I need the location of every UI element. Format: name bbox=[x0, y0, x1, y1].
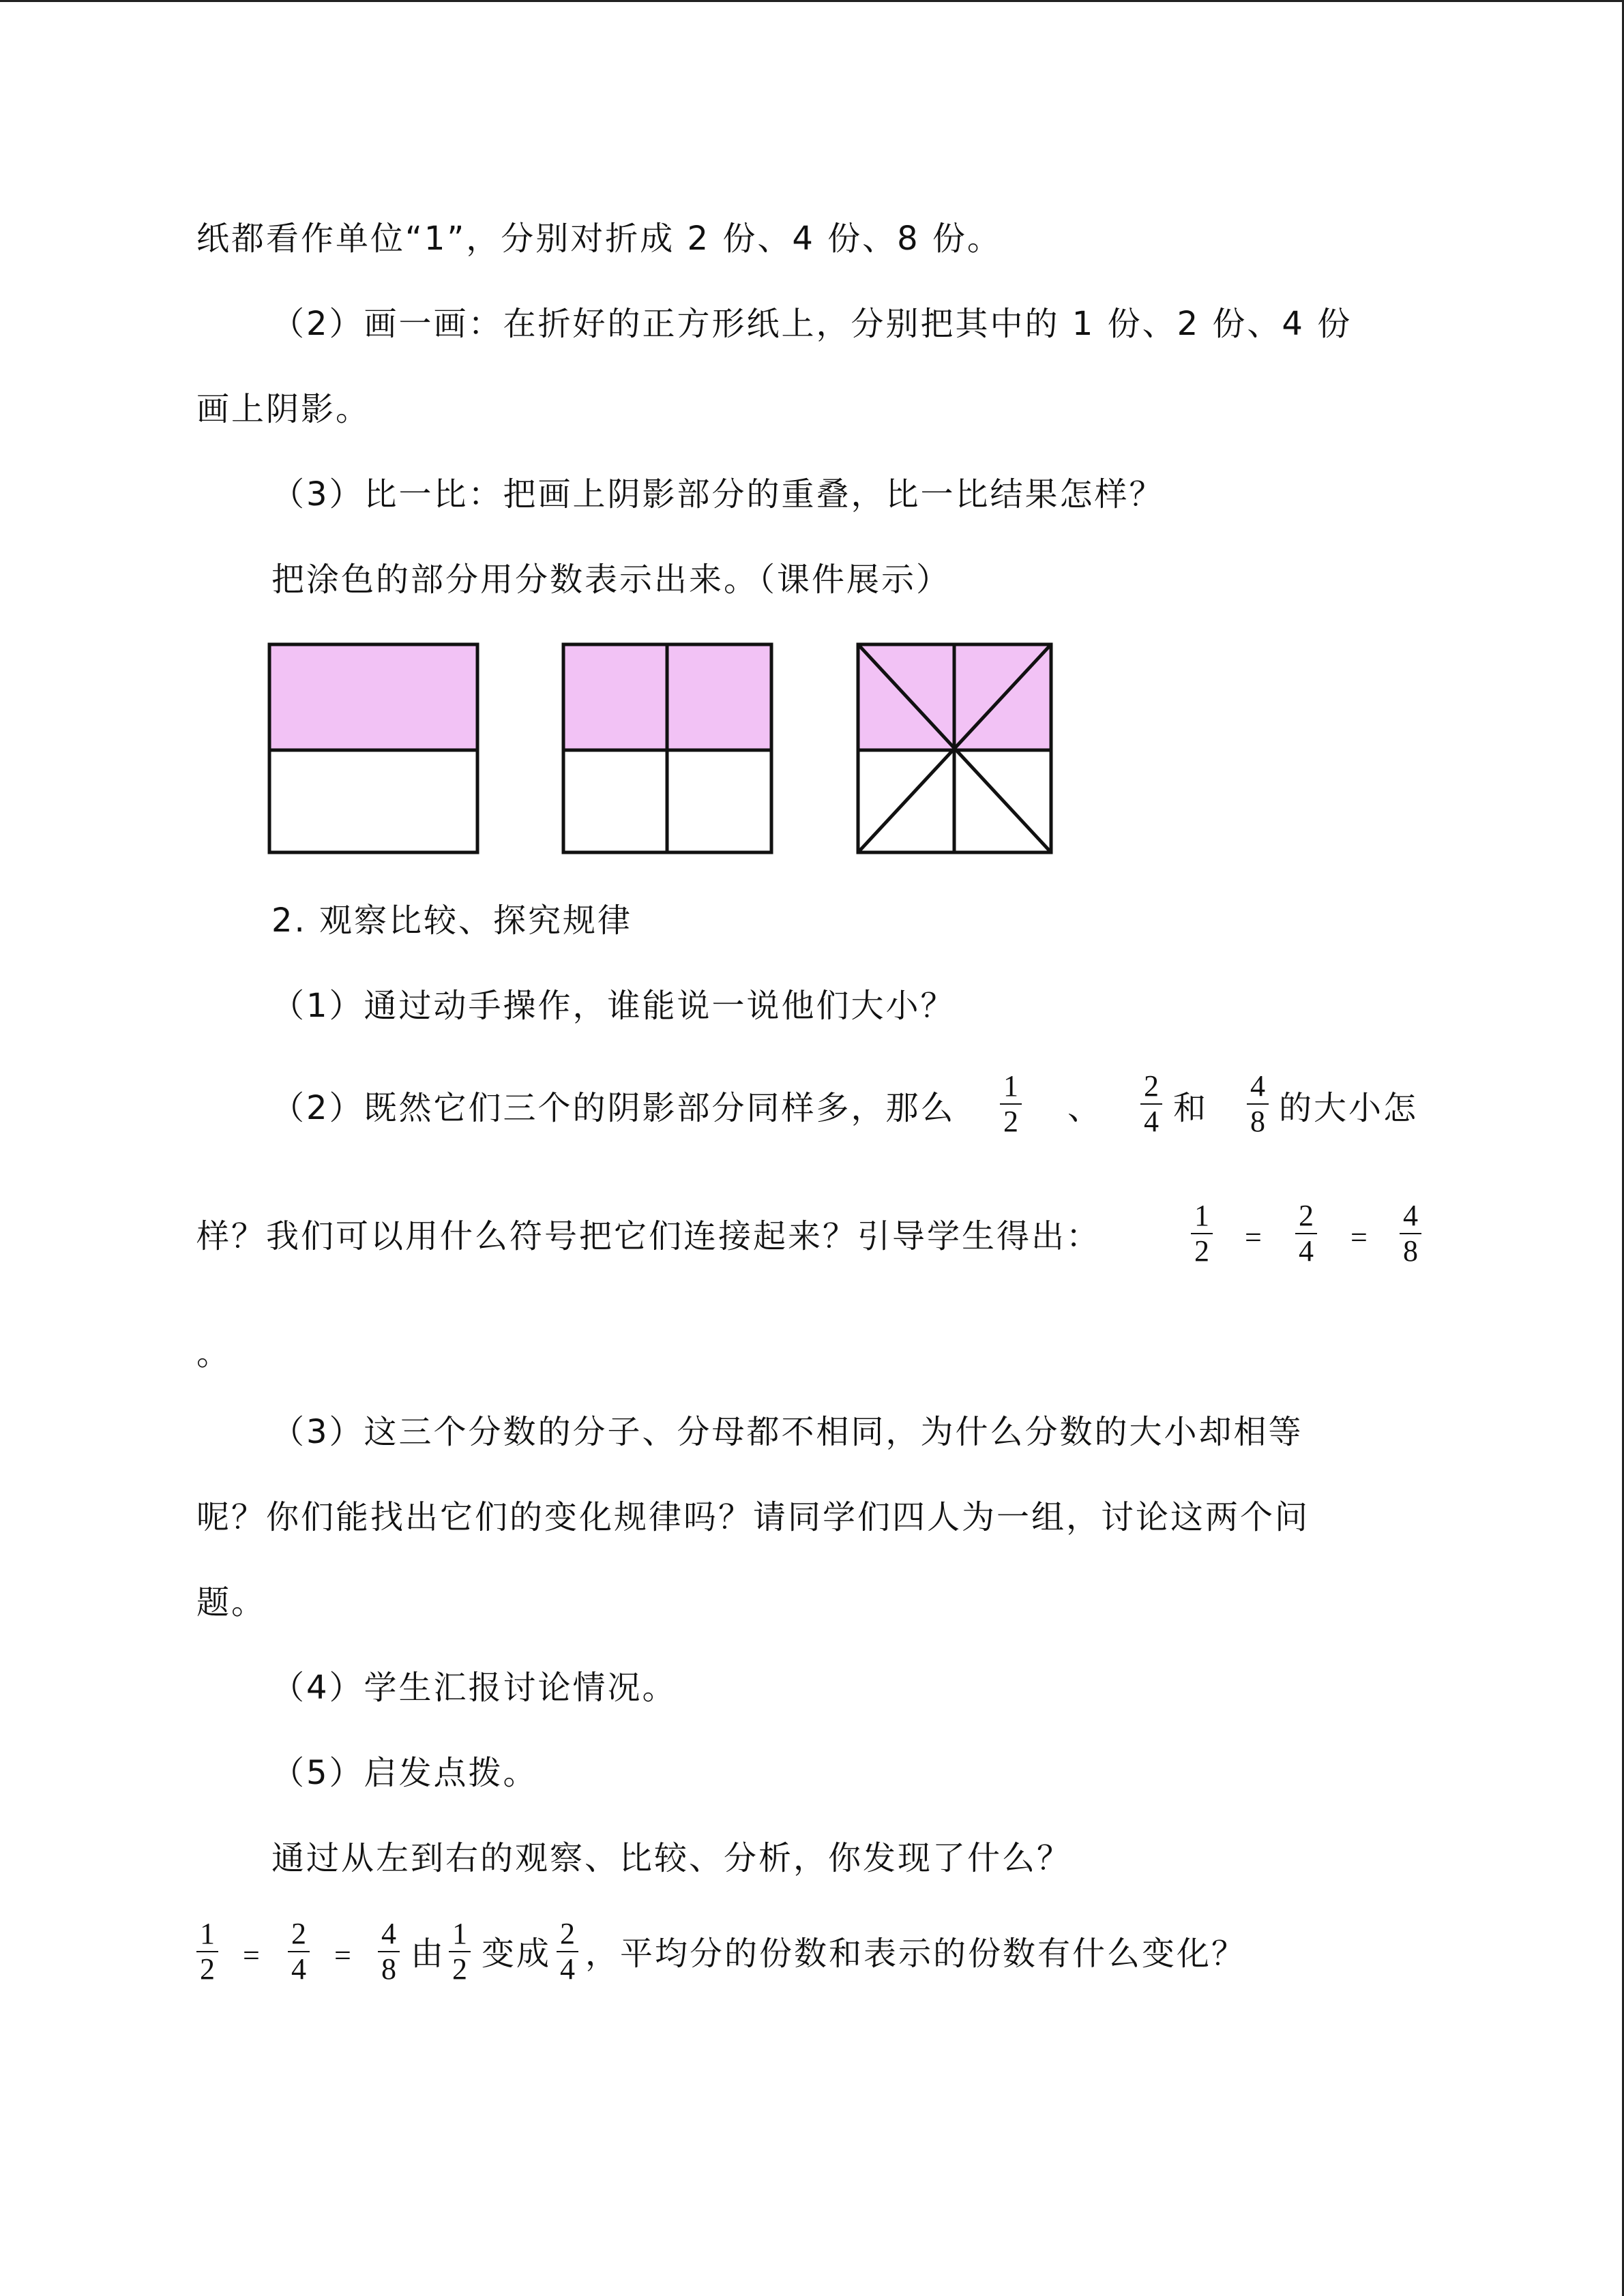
text-line: 样？我们可以用什么符号把它们连接起来？引导学生得出： bbox=[196, 1217, 1102, 1255]
fraction-four-eighths: 4 8 bbox=[1396, 1200, 1426, 1267]
fraction-two-fourths: 2 4 bbox=[1136, 1071, 1166, 1137]
fraction-one-half: 1 2 bbox=[996, 1071, 1026, 1137]
text-line: 通过从左到右的观察、比较、分析，你发现了什么？ bbox=[271, 1839, 1072, 1877]
text-line: 呢？你们能找出它们的变化规律吗？请同学们四人为一组，讨论这两个问 bbox=[196, 1498, 1310, 1536]
separator: 、 bbox=[1067, 1089, 1103, 1127]
text-line: 变成 bbox=[482, 1935, 552, 1973]
section-heading: 2. 观察比较、探究规律 bbox=[271, 901, 633, 940]
text-line: （2）既然它们三个的阴影部分同样多，那么 bbox=[271, 1089, 956, 1127]
equals-sign: = bbox=[1350, 1221, 1368, 1254]
equals-sign: = bbox=[334, 1939, 351, 1972]
text-line: （3）这三个分数的分子、分母都不相同，为什么分数的大小却相等 bbox=[271, 1413, 1303, 1451]
fraction-one-half: 1 2 bbox=[1187, 1200, 1217, 1267]
fraction-one-half: 1 2 bbox=[445, 1918, 475, 1985]
text-line: ，平均分的份数和表示的份数有什么变化？ bbox=[585, 1935, 1247, 1973]
text-line: 的大小怎 bbox=[1279, 1089, 1419, 1127]
square-quarters bbox=[563, 644, 771, 852]
equals-sign: = bbox=[1245, 1221, 1262, 1254]
text-line: 。 bbox=[196, 1335, 232, 1373]
shaded-region bbox=[269, 644, 477, 750]
text-line: （1）通过动手操作，谁能说一说他们大小？ bbox=[271, 987, 956, 1025]
square-eighths bbox=[858, 644, 1051, 852]
fraction-four-eighths: 4 8 bbox=[1243, 1071, 1273, 1137]
fraction-one-half: 1 2 bbox=[192, 1918, 222, 1985]
text-line: 纸都看作单位“1”，分别对折成 2 份、4 份、8 份。 bbox=[196, 220, 1002, 258]
text-line: 把涂色的部分用分数表示出来。（课件展示） bbox=[271, 561, 951, 599]
text-line: 由 bbox=[411, 1935, 446, 1973]
text-line: 题。 bbox=[196, 1583, 267, 1622]
equals-sign: = bbox=[243, 1939, 260, 1972]
text-line: （5）启发点拨。 bbox=[271, 1754, 538, 1792]
text-line: （4）学生汇报讨论情况。 bbox=[271, 1669, 677, 1707]
fraction-four-eighths: 4 8 bbox=[374, 1918, 404, 1985]
text-line: （2）画一画：在折好的正方形纸上，分别把其中的 1 份、2 份、4 份 bbox=[271, 305, 1353, 343]
fraction-two-fourths: 2 4 bbox=[284, 1918, 314, 1985]
fraction-two-fourths: 2 4 bbox=[1291, 1200, 1321, 1267]
fraction-two-fourths: 2 4 bbox=[552, 1918, 582, 1985]
conjunction: 和 bbox=[1173, 1089, 1209, 1127]
text-line: 画上阴影。 bbox=[196, 390, 371, 428]
square-half bbox=[269, 644, 477, 852]
text-line: （3）比一比：把画上阴影部分的重叠，比一比结果怎样？ bbox=[271, 475, 1164, 513]
